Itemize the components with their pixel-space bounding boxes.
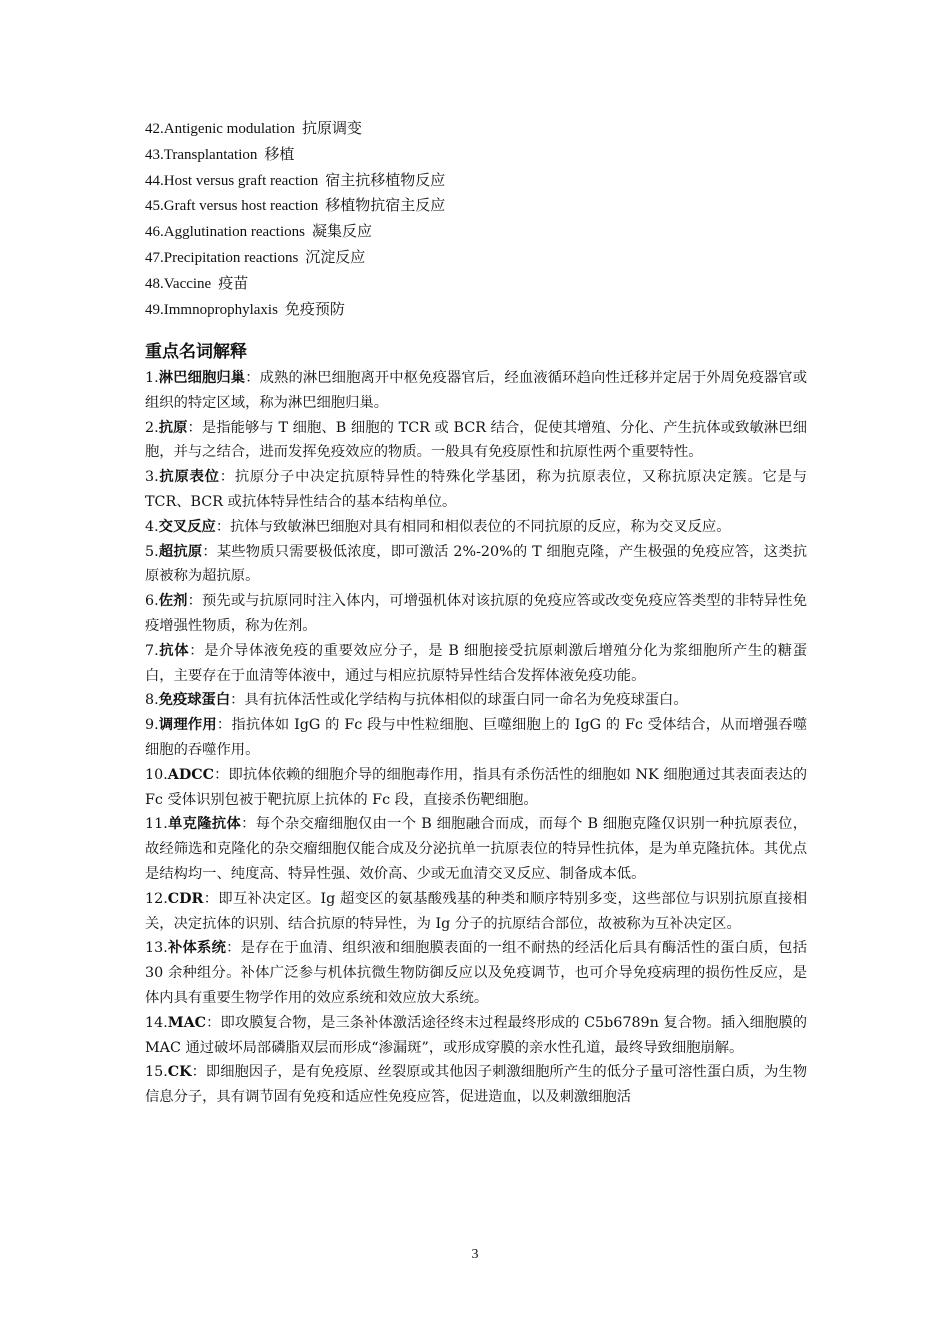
definition-term: CDR	[167, 890, 204, 907]
definition-number: 9.	[145, 717, 159, 734]
definition-number: 8.	[145, 692, 159, 709]
vocab-chinese: 免疫预防	[284, 299, 345, 318]
definition-term: MAC	[167, 1014, 207, 1031]
definition-item	[145, 465, 807, 515]
vocab-english: 45.Graft versus host reaction	[145, 198, 319, 215]
definition-number: 14.	[145, 1014, 168, 1031]
vocab-item	[145, 193, 825, 219]
vocab-english: 44.Host versus graft reaction	[145, 172, 319, 189]
vocab-chinese: 疫苗	[218, 273, 249, 292]
definition-term: 佐剂	[158, 593, 188, 610]
definition-text: ：即攻膜复合物，是三条补体激活途径终末过程最终形成的 C5b6789n 复合物。插入细胞膜的 MAC 通过破坏局部磷脂双层而形成“渗漏斑”，或形成穿膜的亲水性孔道，最终导致细胞崩解。	[145, 1014, 807, 1056]
vocab-item	[145, 142, 825, 168]
definition-item	[145, 639, 807, 689]
definition-text: ：成熟的淋巴细胞离开中枢免疫器官后，经血液循环趋向性迁移并定居于外周免疫器官或组织的特定区域，称为淋巴细胞归巢。	[145, 370, 808, 411]
vocab-english: 42.Antigenic modulation	[145, 121, 295, 137]
definition-item	[145, 589, 807, 639]
vocabulary-list	[145, 116, 825, 322]
vocab-item	[145, 116, 825, 142]
definition-text: ：即抗体依赖的细胞介导的细胞毒作用，指具有杀伤活性的细胞如 NK 细胞通过其表面表达的 Fc 受体识别包被于靶抗原上抗体的 Fc 段，直接杀伤靶细胞。	[145, 766, 807, 808]
definition-text: ：是介导体液免疫的重要效应分子，是 B 细胞接受抗原刺激后增殖分化为浆细胞所产生的糖蛋白，主要存在于血清等体液中，通过与相应抗原特异性结合发挥体液免疫功能。	[145, 642, 808, 684]
definition-item	[145, 1011, 807, 1061]
definition-number: 3.	[145, 469, 159, 486]
definition-text: ：抗体与致敏淋巴细胞对具有相同和相似表位的不同抗原的反应，称为交叉反应。	[215, 518, 731, 535]
definition-term: 淋巴细胞归巢	[158, 370, 246, 386]
definition-item	[145, 812, 807, 886]
definition-number: 12.	[145, 890, 168, 907]
definition-text: ：某些物质只需要极低浓度，即可激活 2%-20%的 T 细胞克隆，产生极强的免疫应答，这类抗原被称为超抗原。	[145, 543, 807, 585]
definition-number: 4.	[145, 518, 159, 535]
vocab-english: 48.Vaccine	[145, 275, 212, 292]
definition-number: 2.	[145, 419, 159, 436]
definition-term: 调理作用	[158, 717, 217, 734]
vocab-english: 46.Agglutination reactions	[145, 224, 305, 241]
definition-term: 抗原	[158, 419, 188, 436]
definition-item	[145, 936, 807, 1010]
definition-item	[145, 713, 807, 763]
definition-term: CK	[167, 1064, 192, 1081]
vocab-english: 47.Precipitation reactions	[145, 249, 299, 266]
definition-number: 10.	[145, 766, 168, 783]
page-number: 3	[471, 1247, 479, 1262]
definition-item	[145, 416, 807, 466]
vocab-item	[145, 168, 825, 194]
vocab-chinese: 抗原调变	[301, 119, 362, 137]
definition-number: 11.	[145, 816, 168, 833]
definition-number: 5.	[145, 543, 159, 560]
definition-text: ：是指能够与 T 细胞、B 细胞的 TCR 或 BCR 结合，促使其增殖、分化、产生抗体或致敏淋巴细胞，并与之结合，进而发挥免疫效应的物质。一般具有免疫原性和抗原性两个重要特性。	[145, 419, 807, 461]
vocab-item	[145, 245, 825, 271]
definition-term: 补体系统	[167, 940, 227, 957]
definition-item	[145, 887, 807, 937]
definition-term: 抗原表位	[158, 469, 220, 486]
vocab-chinese: 宿主抗移植物反应	[325, 170, 446, 189]
definition-text: ：指抗体如 IgG 的 Fc 段与中性粒细胞、巨噬细胞上的 IgG 的 Fc 受体结合，从而增强吞噬细胞的吞噬作用。	[145, 717, 807, 758]
vocab-chinese: 移植物抗宿主反应	[325, 196, 446, 215]
definition-text: ：即细胞因子，是有免疫原、丝裂原或其他因子刺激细胞所产生的低分子量可溶性蛋白质，为生物信息分子，具有调节固有免疫和适应性免疫应答，促进造血，以及刺激细胞活	[145, 1064, 807, 1106]
definition-number: 13.	[145, 940, 168, 957]
definition-term: ADCC	[167, 766, 214, 783]
definition-text: ：具有抗体活性或化学结构与抗体相似的球蛋白同一命名为免疫球蛋白。	[230, 692, 688, 709]
vocab-item	[145, 297, 825, 323]
vocab-chinese: 沉淀反应	[305, 247, 366, 266]
definitions-list	[145, 366, 807, 1110]
definition-number: 6.	[145, 593, 159, 610]
vocab-item	[145, 219, 825, 245]
definition-number: 1.	[145, 370, 159, 386]
definition-item	[145, 515, 807, 540]
definition-item	[145, 763, 807, 813]
definition-text: ：即互补决定区。Ig 超变区的氨基酸残基的种类和顺序特别多变，这些部位与识别抗原直接相关，决定抗体的识别、结合抗原的特异性，为 Ig 分子的抗原结合部位，故被称为互补决定区。	[145, 890, 807, 932]
definition-term: 单克隆抗体	[167, 816, 242, 833]
definition-term: 超抗原	[158, 543, 203, 560]
definition-text: ：是存在于血清、组织液和细胞膜表面的一组不耐热的经活化后具有酶活性的蛋白质，包括 30 余种组分。补体广泛参与机体抗微生物防御反应以及免疫调节，也可介导免疫病理的损伤性反应，是体内具有重要生物学作用的效应系统和效应放大系统。	[145, 940, 808, 1006]
definition-item	[145, 1060, 807, 1110]
definition-number: 7.	[145, 642, 159, 659]
definition-item	[145, 540, 807, 590]
vocab-chinese: 凝集反应	[311, 222, 372, 241]
definition-text: ：抗原分子中决定抗原特异性的特殊化学基团，称为抗原表位，又称抗原决定簇。它是与 TCR、BCR 或抗体特异性结合的基本结构单位。	[145, 469, 807, 510]
vocab-english: 49.Immnoprophylaxis	[145, 301, 278, 318]
section-title: 重点名词解释	[145, 342, 247, 362]
definition-item	[145, 688, 807, 713]
definition-term: 免疫球蛋白	[158, 692, 231, 709]
vocab-english: 43.Transplantation	[145, 146, 258, 163]
definition-term: 交叉反应	[158, 518, 216, 535]
definition-item	[145, 366, 807, 416]
definition-number: 15.	[145, 1064, 168, 1081]
definition-text: ：每个杂交瘤细胞仅由一个 B 细胞融合而成，而每个 B 细胞克隆仅识别一种抗原表位，故经筛选和克隆化的杂交瘤细胞仅能合成及分泌抗单一抗原表位的特异性抗体，是为单克隆抗体。其优点是结构均一、纯度高、特异性强、效价高、少或无血清交叉反应、制备成本低。	[145, 816, 808, 882]
vocab-chinese: 移植	[264, 144, 295, 163]
vocab-item	[145, 271, 825, 297]
definition-term: 抗体	[158, 642, 190, 659]
definition-text: ：预先或与抗原同时注入体内，可增强机体对该抗原的免疫应答或改变免疫应答类型的非特异性免疫增强性物质，称为佐剂。	[145, 593, 808, 634]
